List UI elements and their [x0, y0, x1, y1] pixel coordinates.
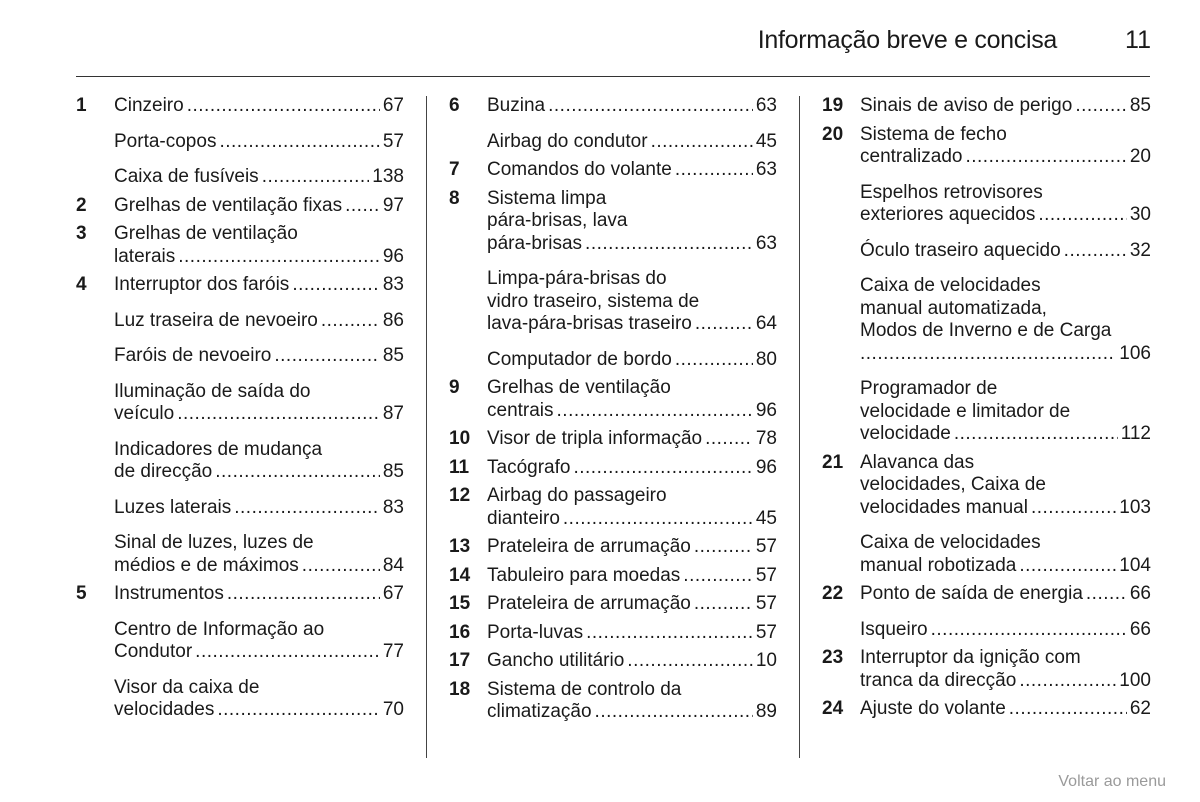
entry-text: Tacógrafo: [487, 456, 571, 478]
page-title: Informação breve e concisa: [757, 25, 1058, 54]
dot-leader: [1031, 497, 1116, 520]
entry-text: Interruptor dos faróis: [114, 274, 290, 295]
dot-leader: [234, 497, 380, 520]
index-entry[interactable]: [449, 593, 777, 616]
dot-leader: [321, 310, 380, 333]
entry-page-number: 57: [755, 593, 777, 614]
entry-page-number: 30: [1129, 204, 1151, 225]
entry-page-number: 20: [1129, 146, 1151, 167]
entry-text: Cinzeiro: [114, 95, 184, 116]
entry-number: 2: [76, 194, 87, 216]
entry-page-number: 87: [382, 403, 404, 424]
dot-leader: [557, 400, 753, 423]
dot-leader: [187, 95, 380, 118]
entry-text: vidro traseiro, sistema de: [487, 290, 700, 312]
dot-leader: [694, 536, 753, 559]
entry-text: Indicadores de mudança: [114, 438, 323, 460]
index-entry[interactable]: [76, 223, 404, 268]
entry-text: de direcção: [114, 461, 213, 482]
dot-leader: [195, 641, 380, 664]
entry-text: Sistema de fecho: [860, 123, 1007, 145]
index-entry[interactable]: [449, 650, 777, 673]
entry-number: 20: [822, 123, 844, 145]
entry-page-number: 106: [1119, 342, 1151, 364]
entry-text: velocidades manual: [860, 496, 1028, 518]
index-entry[interactable]: [76, 439, 404, 484]
index-entry[interactable]: [449, 565, 777, 588]
entry-text: Interruptor da ignição com: [860, 647, 1081, 668]
index-entry[interactable]: [449, 131, 777, 154]
entry-text: Programador de: [860, 378, 998, 399]
entry-page-number: 57: [382, 130, 404, 152]
dot-leader: [1019, 555, 1116, 578]
entry-number: 14: [449, 564, 471, 586]
index-entry[interactable]: [449, 377, 777, 422]
entry-page-number: 45: [755, 507, 777, 529]
index-entry[interactable]: [76, 619, 404, 664]
entry-text: Alavanca das: [860, 451, 975, 473]
entry-text: laterais: [114, 245, 176, 267]
index-entry[interactable]: [822, 275, 1151, 365]
entry-text: pára-brisas: [487, 232, 583, 254]
entry-text: Espelhos retrovisores: [860, 181, 1043, 203]
dot-leader: [695, 313, 753, 336]
entry-number: 1: [76, 95, 87, 116]
entry-number: 23: [822, 647, 844, 668]
entry-text: Buzina: [487, 95, 546, 116]
entry-text: velocidade e limitador de: [860, 400, 1071, 422]
dot-leader: [675, 349, 753, 372]
entry-text: pára-brisas, lava: [487, 210, 628, 231]
entry-text: Airbag do passageiro: [487, 485, 667, 506]
entry-text: Prateleira de arrumação: [487, 593, 691, 614]
entry-text: Porta-copos: [114, 130, 217, 152]
entry-page-number: 62: [1129, 698, 1151, 719]
entry-page-number: 10: [755, 650, 777, 671]
entry-page-number: 57: [755, 564, 777, 586]
entry-text: Computador de bordo: [487, 348, 672, 370]
entry-text: Visor da caixa de: [114, 676, 260, 698]
entry-number: 13: [449, 536, 471, 557]
entry-text: Porta-luvas: [487, 621, 584, 643]
entry-page-number: 64: [755, 313, 777, 334]
entry-number: 3: [76, 223, 87, 244]
dot-leader: [1038, 204, 1127, 227]
entry-text: Modos de Inverno e de Carga: [860, 320, 1112, 341]
entry-page-number: 45: [755, 130, 777, 152]
dot-leader: [585, 233, 753, 256]
dot-leader: [586, 622, 753, 645]
entry-text: Grelhas de ventilação: [114, 223, 298, 244]
dot-leader: [262, 166, 370, 189]
dot-leader: [1019, 670, 1116, 693]
dot-leader: [215, 461, 380, 484]
dot-leader: [675, 159, 753, 182]
dot-leader: [965, 146, 1126, 169]
entry-text: Instrumentos: [114, 583, 224, 604]
dot-leader: [651, 131, 753, 154]
entry-text: Caixa de fusíveis: [114, 166, 259, 187]
index-column: [449, 95, 777, 724]
dot-leader: [1086, 583, 1127, 606]
dot-leader: [345, 195, 380, 218]
column-divider: [426, 96, 427, 758]
entry-number: 24: [822, 698, 844, 719]
index-entry[interactable]: [822, 240, 1151, 263]
header-divider: [76, 76, 1150, 77]
dot-leader: [292, 274, 380, 297]
entry-page-number: 66: [1129, 618, 1151, 640]
entry-text: centralizado: [860, 146, 963, 167]
entry-text: Óculo traseiro aquecido: [860, 239, 1061, 261]
entry-page-number: 70: [382, 699, 404, 720]
entry-text: Ponto de saída de energia: [860, 583, 1083, 604]
index-entry[interactable]: [76, 195, 404, 218]
dot-leader: [573, 457, 752, 480]
dot-leader: [931, 619, 1127, 642]
entry-text: Airbag do condutor: [487, 130, 648, 152]
entry-page-number: 63: [755, 95, 777, 116]
entry-text: centrais: [487, 399, 554, 421]
index-entry[interactable]: [76, 497, 404, 520]
dot-leader: [627, 650, 753, 673]
index-entry[interactable]: [449, 622, 777, 645]
entry-number: 7: [449, 159, 460, 180]
entry-text: Grelhas de ventilação fixas: [114, 194, 343, 216]
entry-text: Ajuste do volante: [860, 698, 1006, 719]
dot-leader: [705, 428, 753, 451]
dot-leader: [1075, 95, 1127, 118]
dot-leader: [177, 403, 380, 426]
index-entry[interactable]: [76, 583, 404, 606]
index-entry[interactable]: [822, 378, 1151, 446]
entry-number: 17: [449, 650, 471, 671]
entry-page-number: 103: [1119, 496, 1151, 518]
entry-number: 5: [76, 583, 87, 604]
entry-text: Iluminação de saída do: [114, 380, 311, 402]
entry-number: 21: [822, 451, 844, 473]
entry-text: Sinais de aviso de perigo: [860, 95, 1073, 116]
entry-text: tranca da direcção: [860, 669, 1017, 691]
entry-text: Caixa de velocidades: [860, 532, 1041, 553]
entry-number: 18: [449, 678, 471, 700]
page-header: [0, 22, 1151, 58]
index-entry[interactable]: [449, 95, 777, 118]
entry-page-number: 97: [382, 194, 404, 216]
index-entry[interactable]: [822, 583, 1151, 606]
entry-number: 6: [449, 95, 460, 116]
index-entry[interactable]: [449, 428, 777, 451]
dot-leader: [1009, 698, 1127, 721]
dot-leader: [178, 246, 380, 269]
entry-page-number: 138: [372, 166, 404, 187]
entry-text: Condutor: [114, 641, 193, 662]
index-column: [76, 95, 404, 722]
entry-text: Centro de Informação ao: [114, 618, 325, 640]
entry-page-number: 57: [755, 536, 777, 557]
entry-number: 22: [822, 583, 844, 604]
index-entry[interactable]: [76, 95, 404, 118]
entry-text: manual automatizada,: [860, 297, 1047, 319]
entry-page-number: 77: [382, 641, 404, 662]
dot-leader: [274, 345, 379, 368]
dot-leader: [563, 508, 753, 531]
entry-page-number: 96: [755, 399, 777, 421]
entry-number: 4: [76, 274, 87, 295]
index-entry[interactable]: [76, 131, 404, 154]
entry-page-number: 63: [755, 232, 777, 254]
index-entry[interactable]: [822, 452, 1151, 520]
entry-number: 19: [822, 95, 844, 116]
entry-text: Sistema de controlo da: [487, 678, 682, 700]
entry-text: Caixa de velocidades: [860, 275, 1041, 296]
index-entry[interactable]: [449, 188, 777, 256]
entry-text: Sistema limpa: [487, 187, 607, 209]
entry-text: climatização: [487, 701, 592, 722]
entry-page-number: 32: [1129, 239, 1151, 261]
entry-text: exteriores aquecidos: [860, 204, 1036, 225]
dot-leader: [954, 423, 1118, 446]
entry-number: 9: [449, 377, 460, 398]
index-entry[interactable]: [76, 310, 404, 333]
index-entry[interactable]: [822, 647, 1151, 692]
index-entry[interactable]: [76, 381, 404, 426]
index-entry[interactable]: [822, 698, 1151, 721]
index-entry[interactable]: [76, 166, 404, 189]
entry-text: veículo: [114, 403, 175, 424]
entry-page-number: 57: [755, 621, 777, 643]
dot-leader: [227, 583, 380, 606]
dot-leader: [217, 699, 380, 722]
entry-page-number: 112: [1120, 423, 1151, 444]
index-entry[interactable]: [76, 274, 404, 297]
entry-text: Comandos do volante: [487, 159, 672, 180]
entry-text: Prateleira de arrumação: [487, 536, 691, 557]
entry-number: 8: [449, 187, 460, 209]
dot-leader: [548, 95, 753, 118]
index-entry[interactable]: [449, 679, 777, 724]
entry-text: dianteiro: [487, 507, 560, 529]
entry-page-number: 83: [382, 496, 404, 518]
index-entry[interactable]: [449, 457, 777, 480]
index-entry[interactable]: [76, 345, 404, 368]
entry-text: Tabuleiro para moedas: [487, 564, 681, 586]
entry-page-number: 80: [755, 348, 777, 370]
dot-leader: [595, 701, 753, 724]
index-column: [822, 95, 1151, 721]
dot-leader: [302, 555, 380, 578]
entry-text: Gancho utilitário: [487, 650, 625, 671]
index-entry[interactable]: [822, 124, 1151, 169]
index-entry[interactable]: [449, 159, 777, 182]
index-entry[interactable]: [822, 532, 1151, 577]
entry-text: Limpa-pára-brisas do: [487, 268, 667, 289]
page-number: 11: [1125, 25, 1151, 54]
entry-text: Sinal de luzes, luzes de: [114, 532, 314, 553]
entry-text: Isqueiro: [860, 618, 928, 640]
entry-number: 15: [449, 593, 471, 614]
entry-text: Faróis de nevoeiro: [114, 345, 272, 366]
entry-page-number: 84: [382, 554, 404, 576]
entry-text: Luzes laterais: [114, 496, 232, 518]
entry-page-number: 63: [755, 159, 777, 180]
entry-number: 16: [449, 621, 471, 643]
index-entry[interactable]: [449, 349, 777, 372]
entry-page-number: 86: [382, 309, 404, 331]
entry-page-number: 83: [382, 274, 404, 295]
entry-text: Visor de tripla informação: [487, 428, 703, 449]
dot-leader: [683, 565, 753, 588]
index-entry[interactable]: [822, 619, 1151, 642]
dot-leader: [860, 343, 1116, 366]
entry-text: Grelhas de ventilação: [487, 377, 671, 398]
back-to-menu-link[interactable]: Voltar ao menu: [1058, 773, 1166, 790]
index-entry[interactable]: [449, 536, 777, 559]
entry-text: lava-pára-brisas traseiro: [487, 313, 692, 334]
entry-page-number: 89: [755, 701, 777, 722]
entry-text: velocidade: [860, 423, 951, 444]
entry-number: 12: [449, 485, 471, 506]
index-entry[interactable]: [449, 268, 777, 336]
entry-page-number: 85: [382, 345, 404, 366]
entry-page-number: 85: [1129, 95, 1151, 116]
entry-page-number: 104: [1119, 554, 1151, 576]
entry-text: Luz traseira de nevoeiro: [114, 309, 318, 331]
index-entry[interactable]: [76, 677, 404, 722]
index-entry[interactable]: [822, 182, 1151, 227]
entry-number: 11: [449, 456, 470, 478]
index-entry[interactable]: [76, 532, 404, 577]
index-entry[interactable]: [822, 95, 1151, 118]
entry-page-number: 67: [382, 583, 404, 604]
entry-page-number: 100: [1119, 669, 1151, 691]
dot-leader: [219, 131, 379, 154]
entry-text: médios e de máximos: [114, 554, 299, 576]
column-divider: [799, 96, 800, 758]
entry-text: velocidades, Caixa de: [860, 474, 1046, 495]
dot-leader: [694, 593, 753, 616]
entry-number: 10: [449, 428, 471, 449]
entry-page-number: 96: [382, 245, 404, 267]
entry-text: velocidades: [114, 699, 215, 720]
entry-text: manual robotizada: [860, 554, 1017, 576]
entry-page-number: 85: [382, 461, 404, 482]
index-entry[interactable]: [449, 485, 777, 530]
entry-page-number: 67: [382, 95, 404, 116]
entry-page-number: 78: [755, 428, 777, 449]
entry-page-number: 96: [755, 456, 777, 478]
entry-page-number: 66: [1129, 583, 1151, 604]
dot-leader: [1064, 240, 1127, 263]
